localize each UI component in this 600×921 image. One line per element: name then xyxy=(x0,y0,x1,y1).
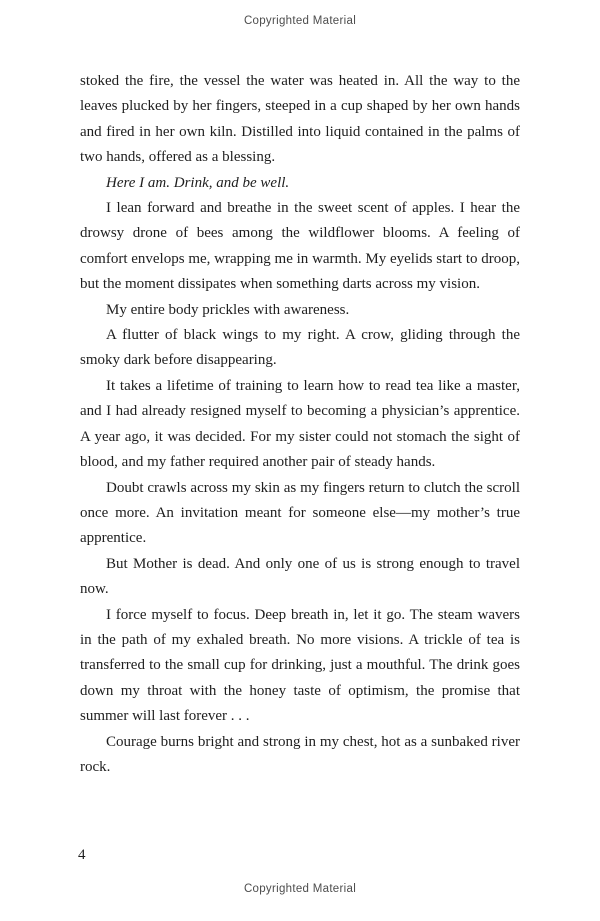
page-number: 4 xyxy=(78,847,86,863)
paragraph: I lean forward and breathe in the sweet scent of apples. I hear the drowsy drone of bees among the wildflower blooms. A feeling of comfort envelops me, wrapping me in warmth. My eyelids start to droop, but the moment dissipates when something darts across my vision. xyxy=(80,200,520,293)
copyright-notice-top: Copyrighted Material xyxy=(243,15,357,27)
page-body xyxy=(80,69,520,780)
copyright-notice-bottom: Copyrighted Material xyxy=(243,883,357,895)
paragraph: It takes a lifetime of training to learn how to read tea like a master, and I had already resigned myself to becoming a physician’s apprentice. A year ago, it was decided. For my sister could not stomach the sight of blood, and my father required another pair of steady hands. xyxy=(80,377,520,471)
paragraph: But Mother is dead. And only one of us is strong enough to travel now. xyxy=(80,555,520,598)
paragraph: A flutter of black wings to my right. A crow, gliding through the smoky dark before disappearing. xyxy=(80,327,520,369)
paragraph: I force myself to focus. Deep breath in, let it go. The steam wavers in the path of my exhaled breath. No more visions. A trickle of tea is transferred to the small cup for drinking, just a mouthful. The drink goes down my throat with the honey taste of optimism, the promise that summer will last forever . . . xyxy=(80,606,520,725)
paragraph: Doubt crawls across my skin as my fingers return to clutch the scroll once more. An invitation meant for someone else—my mother’s true apprentice. xyxy=(80,479,520,547)
paragraph: stoked the fire, the vessel the water was heated in. All the way to the leaves plucked by her fingers, steeped in a cup shaped by her own hands and fired in her own kiln. Distilled into liquid contained in the palms of two hands, offered as a blessing. xyxy=(80,73,520,166)
paragraph: Here I am. Drink, and be well. xyxy=(106,174,290,191)
paragraph: My entire body prickles with awareness. xyxy=(106,301,350,318)
paragraph: Courage burns bright and strong in my chest, hot as a sunbaked river rock. xyxy=(80,733,520,775)
